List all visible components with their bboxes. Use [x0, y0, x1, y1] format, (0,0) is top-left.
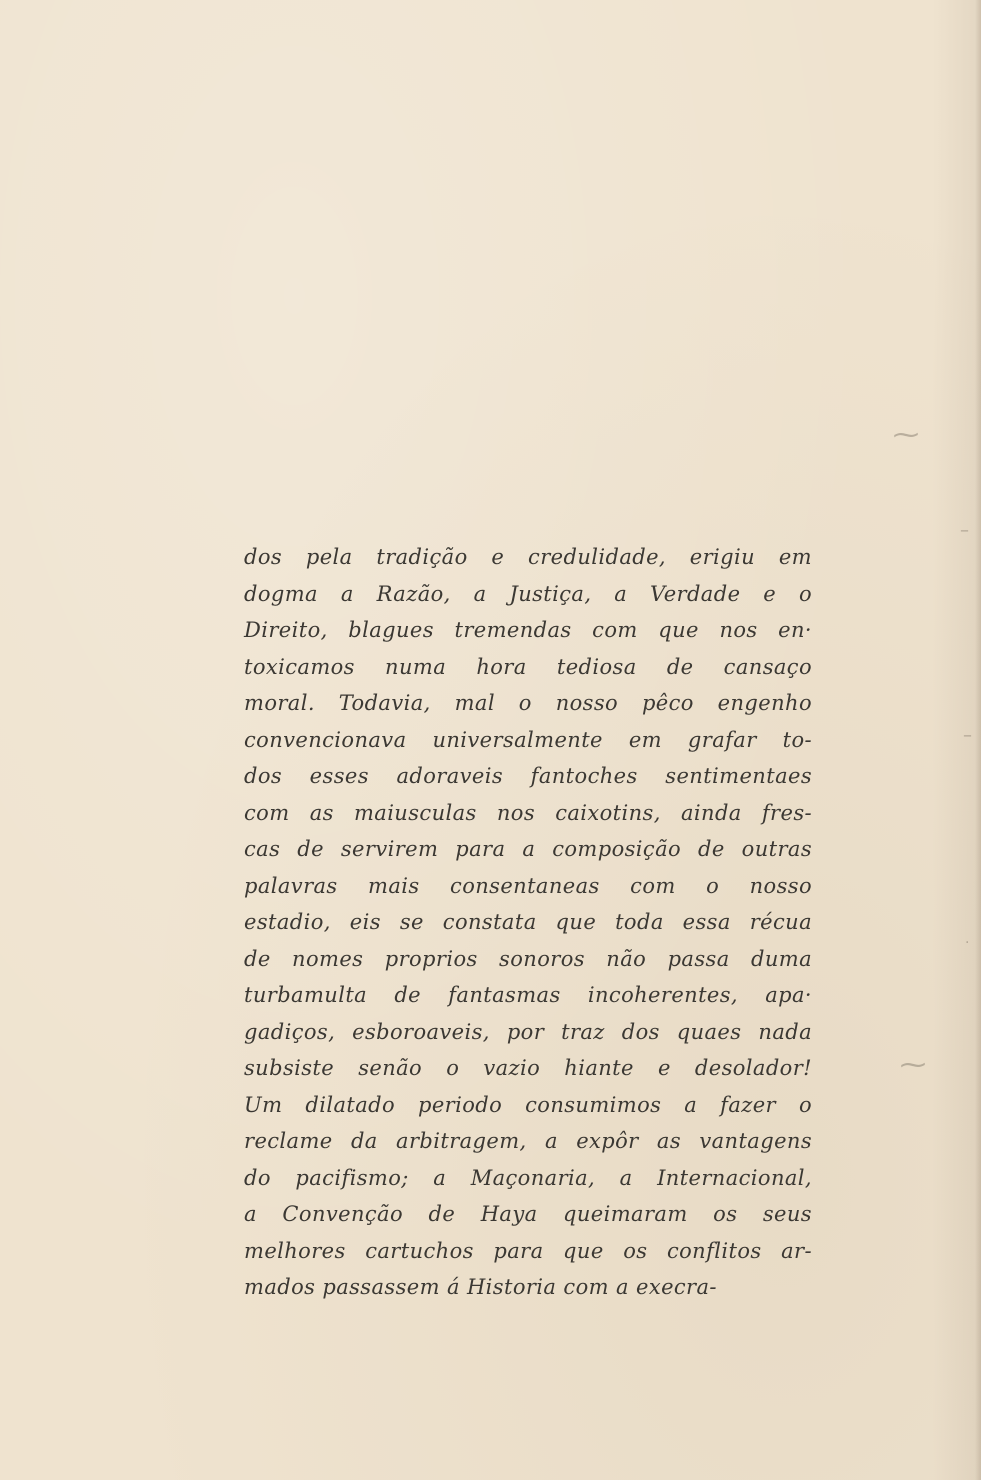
text-line: palavras mais consentaneas com o nosso: [244, 873, 812, 898]
paper-blemish-mark: ·: [965, 935, 970, 951]
text-line: gadiços, esboroaveis, por traz dos quaes nada: [244, 1019, 812, 1044]
text-line: moral. Todavia, mal o nosso pêco engenho: [244, 691, 812, 715]
text-line: dos esses adoraveis fantoches sentimentaes: [244, 764, 812, 788]
text-line: dogma a Razão, a Justiça, a Verdade e o: [244, 581, 812, 606]
text-line: toxicamos numa hora tediosa de cansaço: [244, 654, 812, 679]
text-line: melhores cartuchos para que os conflitos ar-: [244, 1238, 812, 1263]
text-line: com as maiusculas nos caixotins, ainda fres-: [244, 800, 812, 825]
text-line: convencionava universalmente em grafar to-: [244, 727, 812, 752]
text-line: estadio, eis se constata que toda essa récua: [244, 910, 812, 934]
text-line: Direito, blagues tremendas com que nos en·: [244, 618, 812, 642]
body-text: [244, 539, 812, 1306]
text-line: dos pela tradição e credulidade, erigiu em: [244, 545, 812, 569]
paper-blemish-mark: ⁓: [893, 420, 919, 450]
text-line: Um dilatado periodo consumimos a fazer o: [244, 1092, 812, 1117]
text-line: de nomes proprios sonoros não passa duma: [244, 946, 812, 971]
text-line: a Convenção de Haya queimaram os seus: [244, 1202, 812, 1226]
text-line: subsiste senão o vazio hiante e desolador!: [244, 1056, 812, 1080]
page-edge-shadow: [975, 0, 981, 1480]
paper-blemish-mark: –: [963, 725, 972, 746]
paper-blemish-mark: –: [960, 520, 969, 541]
paper-blemish-mark: ⁓: [900, 1050, 926, 1080]
text-line: reclame da arbitragem, a expôr as vantagens: [244, 1129, 812, 1153]
text-line: do pacifismo; a Maçonaria, a Internacional,: [244, 1165, 812, 1190]
text-line: mados passassem á Historia com a execra-: [244, 1275, 717, 1299]
text-line: turbamulta de fantasmas incoherentes, apa·: [244, 983, 812, 1007]
text-line: cas de servirem para a composição de outras: [244, 837, 812, 861]
